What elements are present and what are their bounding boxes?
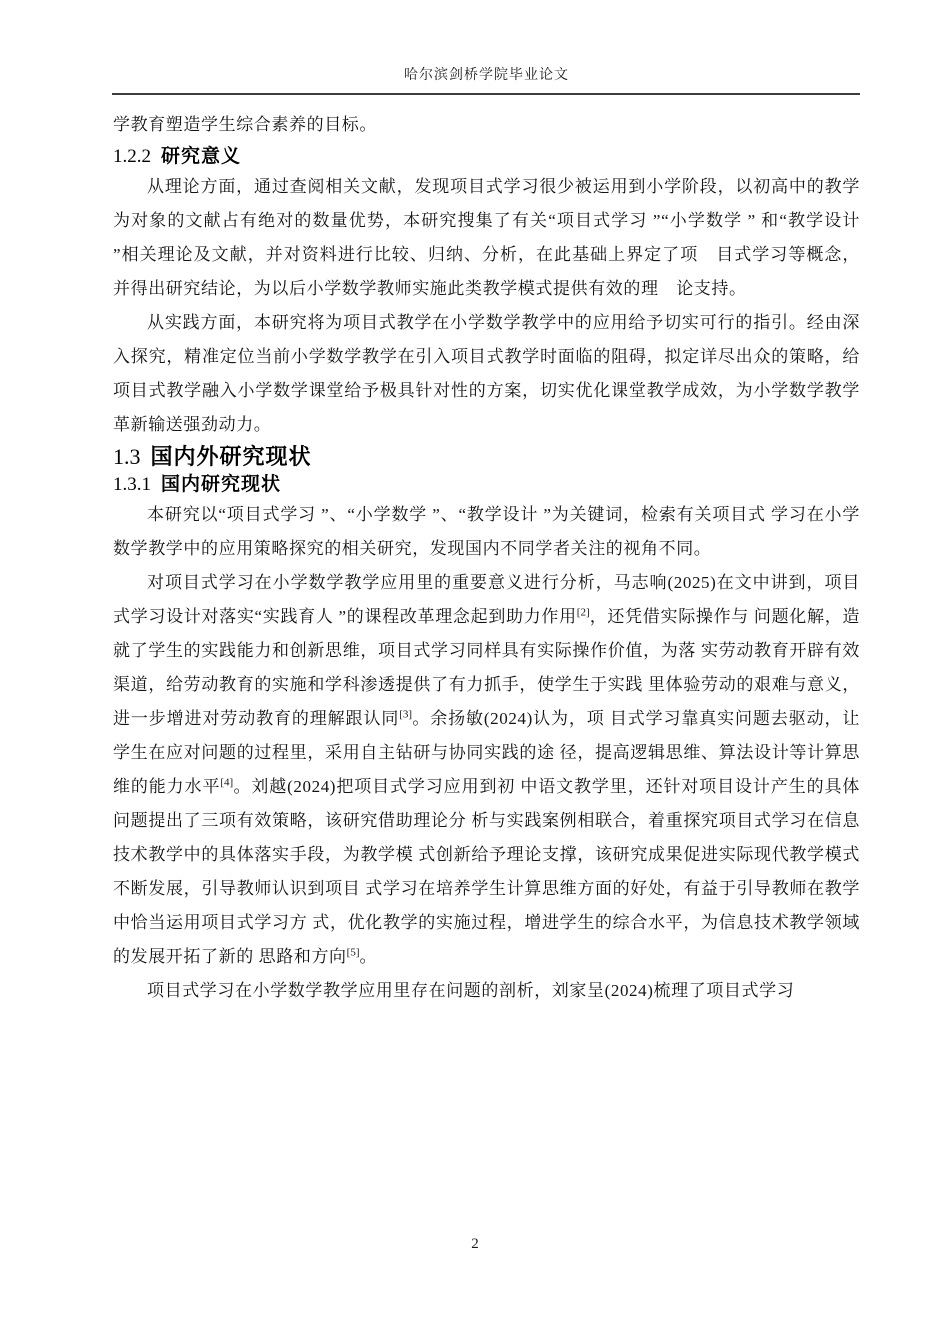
text-segment-4: 。刘越(2024)把项目式学习应用到初 中语文教学里，还针对项目设计产生的具体问题提出了三项有效策略，该研究借助理论分 析与实践案例相联合，着重探究项目式学习在信息技术教学中的具体落实手段，为教学模 式创新给予理论支撑，该研究成果促进实际现代教学模式不断发展，引导教师认识到项目 式学习在培养学生计算思维方面的好处，有益于引导教师在教学中恰当运用项目式学习方 式，优化教学的实施过程，增进学生的综合水平，为信息技术教学领域的发展开拓了新的 思路和方向 xyxy=(113,777,860,966)
text-segment-1: 对项目式学习在小学数学教学应用里的重要意义进行分析，马志响(2025)在文中讲到，项目式学习设计对落实“实践育人 ”的课程改革理念起到助力作用 xyxy=(113,573,860,626)
citation-ref-5: [5] xyxy=(346,946,360,959)
text-segment-3: 。余扬敏(2024)认为，项 目式学习靠真实问题去驱动，让学生在应对问题的过程里，采用自主钻研与协同实践的途 径，提高逻辑思维、算法设计等计算思维的能力水平 xyxy=(113,709,860,796)
paragraph-problems-analysis: 项目式学习在小学数学教学应用里存在问题的剖析，刘家呈(2024)梳理了项目式学习 xyxy=(147,981,795,1000)
citation-ref-2: [2] xyxy=(576,606,590,619)
header-divider xyxy=(112,93,860,95)
text-segment-5: 。 xyxy=(359,947,378,966)
text-segment-2: ，还凭借实际操作与 问题化解，造就了学生的实践能力和创新思维，项目式学习同样具有实际操作价值，为落 实劳动教育开辟有效渠道，给劳动教育的实施和学科渗透提供了有力抓手，使学生于实践 里体验劳动的艰难与意义，进一步增进对劳动教育的理解跟认同 xyxy=(113,607,860,728)
heading-1-2-2-number: 1.2.2 xyxy=(113,146,151,167)
citation-ref-3: [3] xyxy=(399,708,413,721)
paragraph-practice-significance: 从实践方面，本研究将为项目式教学在小学数学教学中的应用给予切实可行的指引。经由深入探究，精准定位当前小学数学教学在引入项目式教学时面临的阻碍，拟定详尽出众的策略，给项目式教学融入小学数学课堂给予极具针对性的方案，切实优化课堂教学成效，为小学数学教学革新输送强劲动力。 xyxy=(113,313,860,434)
running-header-title: 哈尔滨剑桥学院毕业论文 xyxy=(404,68,569,83)
page-number: 2 xyxy=(471,1236,479,1252)
paragraph-keywords-search: 本研究以“项目式学习 ”、“小学数学 ”、“教学设计 ”为关键词，检索有关项目式 学习在小学数学教学中的应用策略探究的相关研究，发现国内不同学者关注的视角不同。 xyxy=(113,505,860,558)
heading-1-2-2-title: 研究意义 xyxy=(161,146,242,167)
heading-1-3 xyxy=(113,442,860,472)
citation-ref-4: [4] xyxy=(220,776,234,789)
heading-1-3-1-title: 国内研究现状 xyxy=(161,474,282,495)
running-header xyxy=(113,64,860,84)
heading-1-3-number: 1.3 xyxy=(113,444,141,469)
paragraph-domestic-analysis xyxy=(113,566,860,974)
page-content xyxy=(113,108,860,1008)
page-footer xyxy=(0,1236,950,1253)
heading-1-3-1-number: 1.3.1 xyxy=(113,474,151,495)
heading-1-3-1 xyxy=(113,472,860,498)
paragraph-theory-significance: 从理论方面，通过查阅相关文献，发现项目式学习很少被运用到小学阶段，以初高中的教学为对象的文献占有绝对的数量优势，本研究搜集了有关“项目式学习 ”“小学数学 ” 和“教学设计 ”相关理论及文献，并对资料进行比较、归纳、分析，在此基础上界定了项 目式学习等概念，并得出研究结论，为以后小学数学教师实施此类教学模式提供有效的理 论支持。 xyxy=(113,177,860,298)
heading-1-2-2 xyxy=(113,144,860,170)
heading-1-3-title: 国内外研究现状 xyxy=(150,444,312,469)
paragraph-continuation: 学教育塑造学生综合素养的目标。 xyxy=(113,115,377,134)
